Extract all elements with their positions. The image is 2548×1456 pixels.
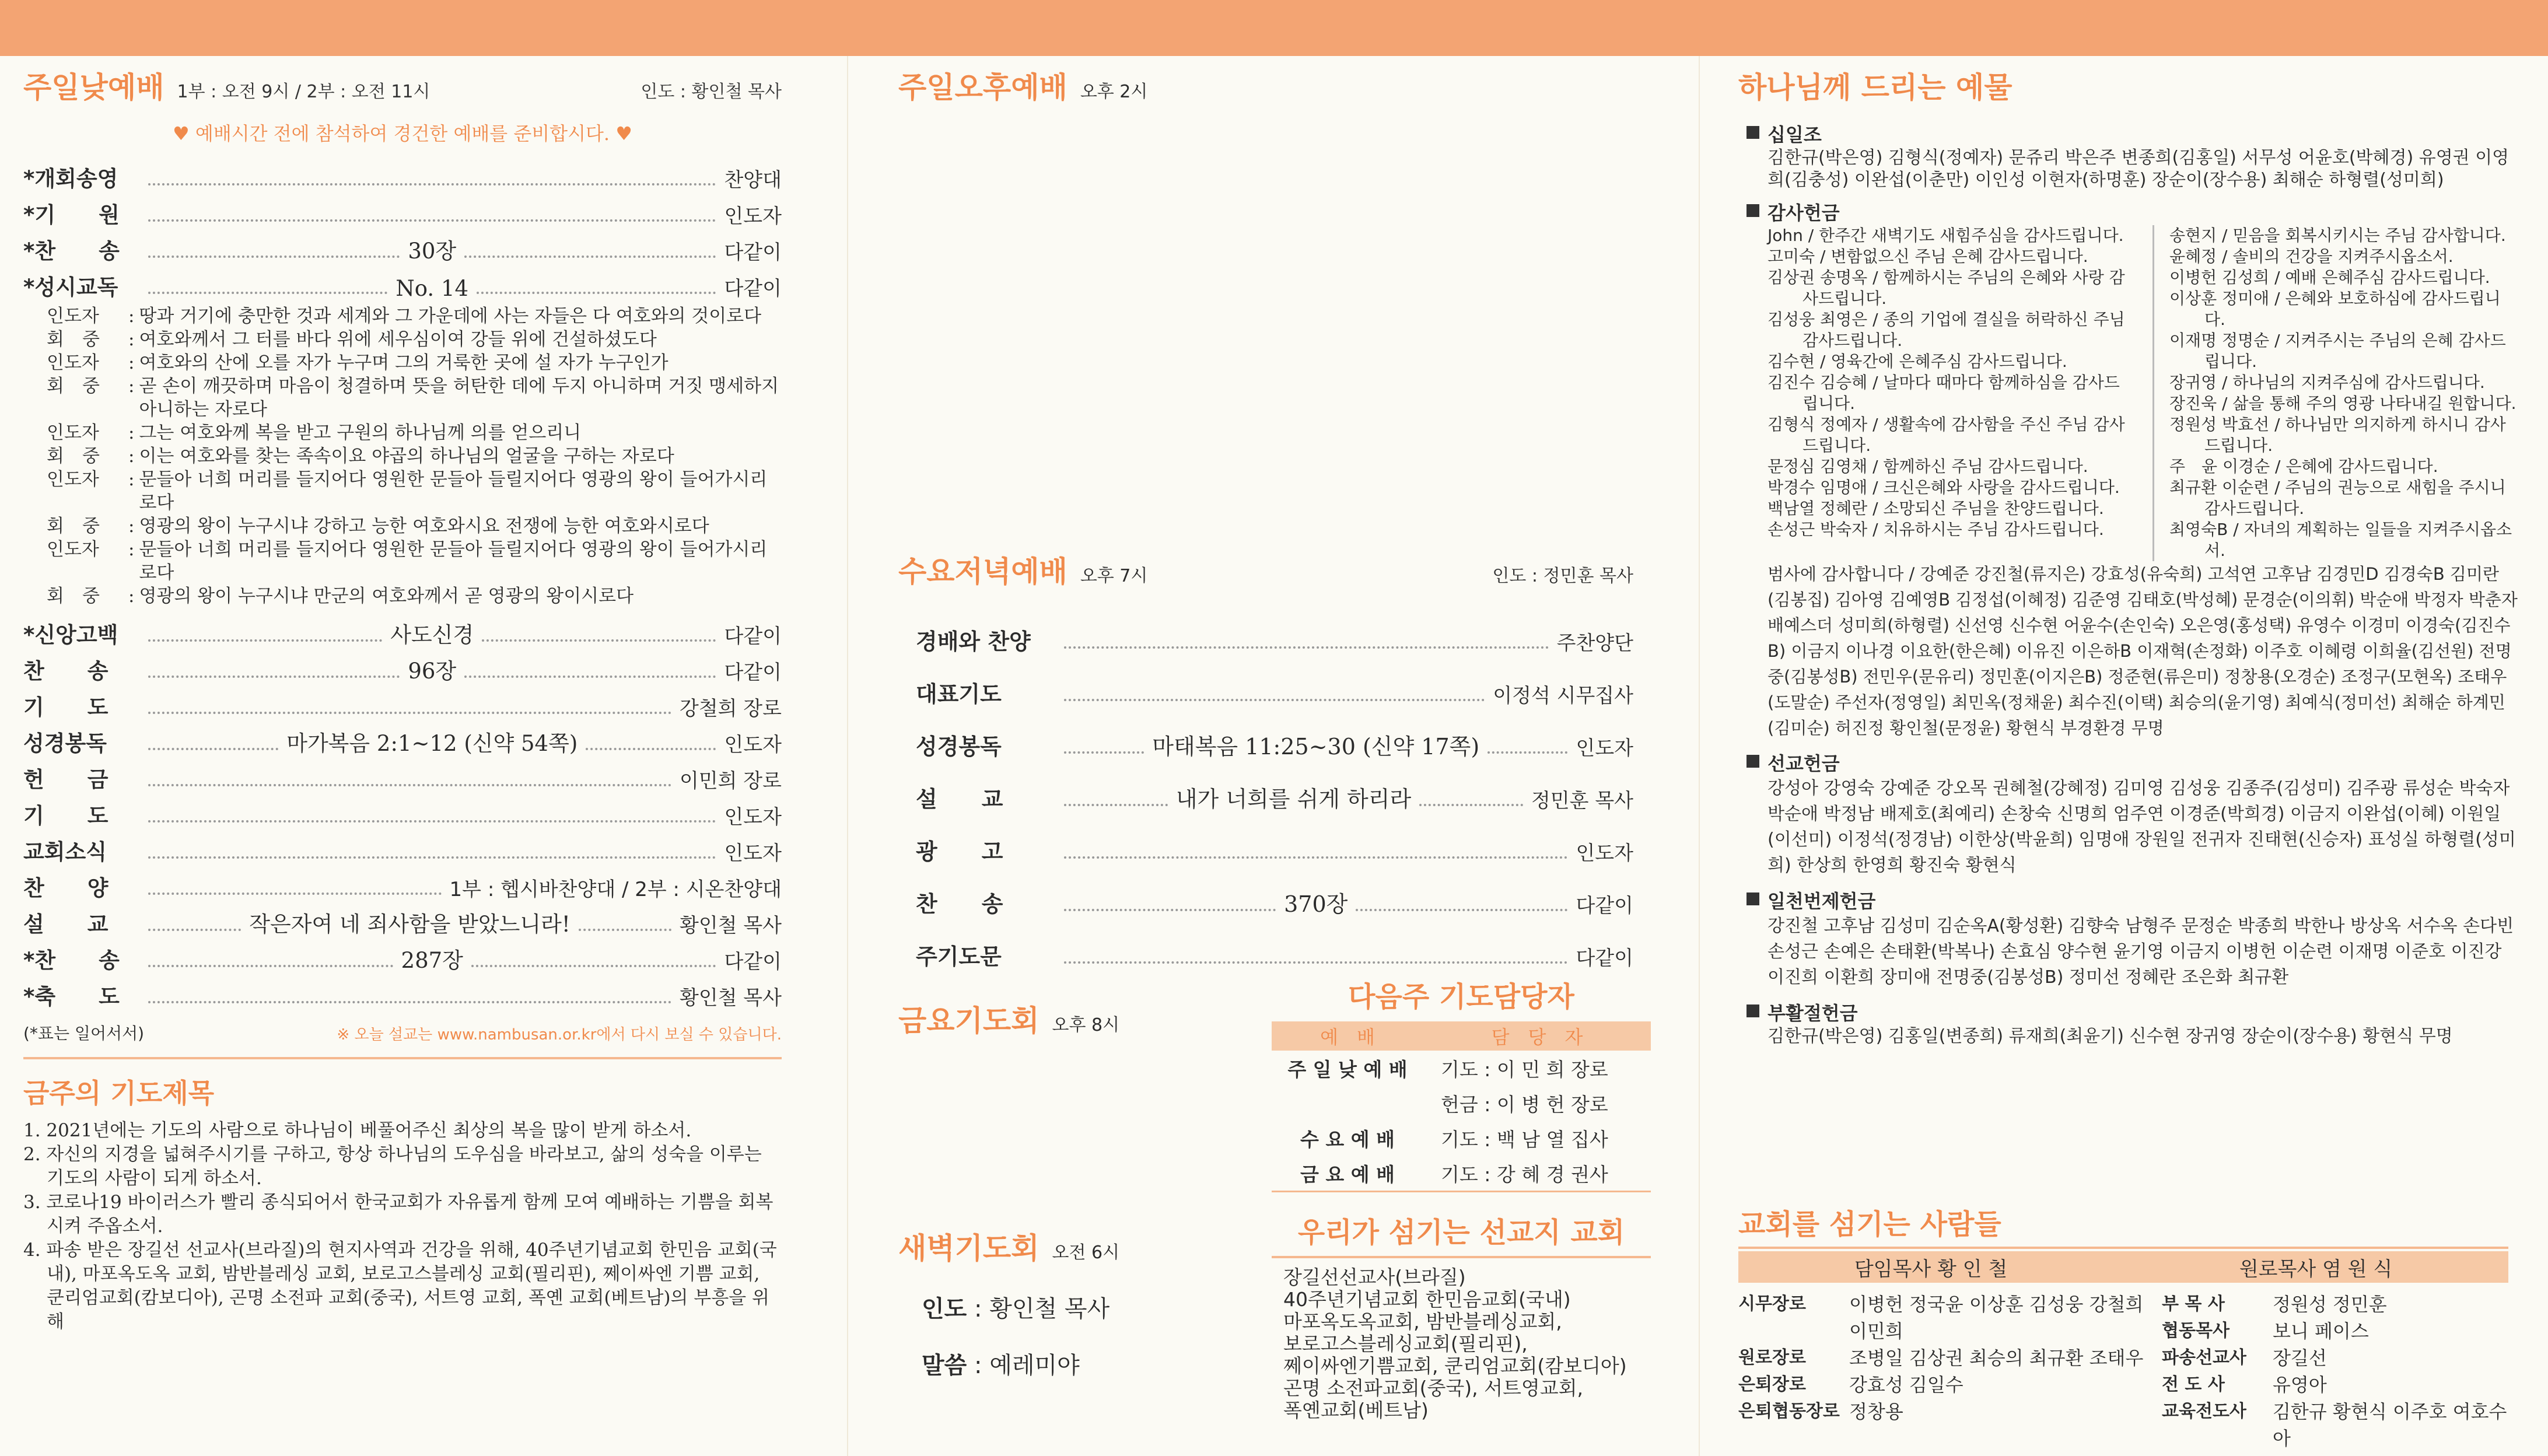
offerings-title: 하나님께 드리는 예물 (1738, 71, 2013, 104)
missions-title: 우리가 섬기는 선교지 교회 (1297, 1216, 1625, 1249)
order-detail: 사도신경 (390, 622, 474, 648)
staff-names: 조병일 김상권 최승의 최규환 조태우 (1849, 1347, 2144, 1369)
order-row (916, 708, 1633, 761)
thanks-entry: 박경수 임명애 / 크신은혜와 사랑을 감사드립니다. (1768, 478, 2120, 497)
thanks-entry: 정원성 박효선 / 하나님만 의지하게 하시니 감사드립니다. (2169, 415, 2506, 455)
section-bullet (1746, 204, 1759, 217)
responsive-speaker: 인도자 (47, 306, 99, 327)
thanks-entry: 송현지 / 믿음을 회복시키시는 주님 감사합니다. (2169, 226, 2506, 245)
staff-row (1738, 1398, 2162, 1425)
order-person: 인도자 (1576, 842, 1633, 865)
next-week-header-service: 예 배 (1320, 1026, 1375, 1048)
leader-dots (148, 965, 393, 967)
website-note: ※ 오늘 설교는 www.nambusan.or.kr에서 다시 보실 수 있습니다. (337, 1026, 782, 1044)
thanks-entry: 주 윤 이경순 / 은혜에 감사드립니다. (2169, 457, 2438, 476)
staff-right-list (2162, 1291, 2508, 1452)
section-bullet (1746, 1005, 1759, 1017)
leader-dots (1064, 909, 1276, 911)
thanks-entry: 백남열 정혜란 / 소망되신 주님을 찬양드립니다. (1768, 499, 2104, 518)
order-label: 성경봉독 (23, 731, 107, 756)
leader-dots (1064, 751, 1144, 754)
order-person: 인도자 (724, 733, 782, 757)
staff-role: 교육전도사 (2162, 1401, 2246, 1422)
prayer-topics-list (23, 1119, 782, 1334)
sunday-service-times: 1부 : 오전 9시 / 2부 : 오전 11시 (177, 82, 430, 102)
mission-church-line: 40주년기념교회 한민음교회(국내) (1283, 1288, 1571, 1311)
order-label: 찬 양 (23, 876, 108, 901)
responsive-line: 인도자 : 여호와의 산에 오를 자가 누구며 그의 거룩한 곳에 설 자가 누구인가 (47, 352, 668, 373)
staff-title: 교회를 섬기는 사람들 (1738, 1208, 2001, 1241)
leader-dots (148, 219, 716, 222)
order-person: 다같이 (1576, 894, 1634, 918)
order-row (23, 757, 782, 793)
responsive-line: 회 중 : 여호와께서 그 터를 바다 위에 세우심이여 강들 위에 건설하셨도다 (47, 329, 657, 350)
staff-role: 원로장로 (1738, 1348, 1806, 1368)
leader-dots (148, 639, 382, 642)
sunday-order-list (23, 156, 782, 301)
mission-church-line: 마포옥도옥교회, 밤반블레싱교회, (1283, 1310, 1562, 1333)
senior-pastor: 담임목사 황 인 철 (1854, 1257, 2008, 1281)
thanks-right-list (2152, 225, 2520, 561)
section-bullet (1746, 126, 1759, 139)
afternoon-service-title: 주일오후예배 (898, 71, 1068, 104)
thanks-entry: 김진수 김승혜 / 날마다 때마다 함께하심을 감사드립니다. (1768, 373, 2120, 413)
leader-dots (586, 748, 716, 750)
order-label: *개회송영 (23, 166, 118, 191)
leader-dots (148, 892, 442, 895)
leader-dots (1488, 751, 1567, 754)
thanks-entry: 문정심 김영채 / 함께하신 주님 감사드립니다. (1768, 457, 2088, 476)
worship-notice: ♥ 예배시간 전에 참석하여 경건한 예배를 준비합시다. ♥ (173, 123, 632, 145)
order-person: 인도자 (724, 205, 782, 228)
mission-church-line: 장길선선교사(브라질) (1283, 1266, 1466, 1289)
standing-footnote: (*표는 일어서서) (23, 1024, 145, 1043)
leader-dots (148, 856, 716, 859)
next-week-rows (1272, 1051, 1651, 1191)
staff-row (2162, 1291, 2508, 1318)
staff-left-list (1738, 1291, 2162, 1452)
top-accent-bar (0, 0, 2548, 56)
staff-role: 부 목 사 (2162, 1294, 2225, 1314)
next-week-person: 기도 : 이 민 희 장로 (1441, 1058, 1608, 1081)
responsive-line: 인도자 : 문들아 너희 머리를 들지어다 영원한 문들아 들릴지어다 영광의 왕이 들어가시리로다 (47, 538, 782, 584)
staff-row (2162, 1345, 2508, 1371)
thanks-entry: 이상훈 정미애 / 은혜와 보호하심에 감사드립니다. (2169, 289, 2501, 329)
order-detail: 마가복음 2:1~12 (신약 54쪽) (286, 731, 578, 756)
staff-names: 장길선 (2273, 1347, 2327, 1369)
order-row (23, 793, 782, 830)
responsive-speaker: 회 중 (47, 586, 100, 607)
thanks-section (1746, 198, 2520, 741)
staff-row (2162, 1371, 2508, 1398)
thanks-entry: 최규환 이순련 / 주님의 권능으로 새힘을 주시니 감사드립니다. (2169, 478, 2506, 518)
order-row (23, 974, 782, 1010)
mission-church-line: 곤명 소전파교회(중국), 서트영교회, (1283, 1377, 1583, 1399)
order-detail: 작은자여 네 죄사함을 받았느니라! (249, 912, 570, 937)
order-label: *신앙고백 (23, 622, 118, 648)
responsive-line: 인도자 : 땅과 거기에 충만한 것과 세계와 그 가운데에 사는 자들은 다 여호와의 것이로다 (47, 306, 762, 327)
staff-role: 파송선교사 (2162, 1348, 2246, 1368)
staff-row (1738, 1345, 2162, 1371)
thanks-entry: 김성웅 최영은 / 종의 기업에 결실을 허락하신 주님 감사드립니다. (1768, 310, 2125, 350)
order-person: 이정석 시무집사 (1493, 684, 1633, 708)
dawn-service: 새벽기도회 오전 6시 인도 : 황인철 목사 말씀 : 예레미야 (898, 1225, 1260, 1380)
next-week-person: 헌금 : 이 병 헌 장로 (1441, 1093, 1608, 1116)
staff-row (2162, 1318, 2508, 1345)
responsive-speaker: 회 중 (47, 376, 100, 397)
mission-church-line: 폭옌교회(베트남) (1283, 1399, 1429, 1422)
leader-dots (1064, 699, 1485, 701)
leader-dots (1356, 909, 1567, 911)
thanks-entry: 윤혜정 / 솔비의 건강을 지켜주시옵소서. (2169, 247, 2454, 266)
leader-dots (148, 676, 400, 678)
order-label: 광 고 (916, 839, 1003, 864)
thanks-entry: 이병헌 김성희 / 예배 은혜주심 감사드립니다. (2169, 268, 2490, 287)
responsive-line: 인도자 : 문들아 너희 머리를 들지어다 영원한 문들아 들릴지어다 영광의 왕이 들어가시리로다 (47, 468, 782, 514)
friday-service-time: 오후 8시 (1052, 1015, 1120, 1035)
responsive-line: 회 중 : 이는 여호와를 찾는 족속이요 야곱의 하나님의 얼굴을 구하는 자로다 (47, 446, 674, 467)
thanks-entry: 김형식 정예자 / 생활속에 감사함을 주신 주님 감사드립니다. (1768, 415, 2125, 455)
order-label: 대표기도 (916, 681, 1002, 707)
order-detail: 370장 (1284, 891, 1348, 917)
wednesday-service-time: 오후 7시 (1080, 566, 1148, 586)
next-week-service: 금 요 예 배 (1300, 1163, 1395, 1186)
order-row (23, 866, 782, 902)
thanks-entry: 손성근 박숙자 / 치유하시는 주님 감사드립니다. (1768, 520, 2104, 539)
order-person: 찬양대 (724, 169, 782, 192)
tithe-section (1746, 120, 2520, 191)
dawn-text-label: 말씀 (922, 1352, 967, 1379)
dawn-service-title: 새벽기도회 (898, 1231, 1040, 1265)
next-week-header-person: 담 당 자 (1491, 1026, 1583, 1048)
tithe-title: 십일조 (1768, 124, 1822, 146)
thanks-title: 감사헌금 (1768, 202, 1840, 224)
first-offering-title: 일천번제헌금 (1768, 890, 1876, 912)
bumsa-names: 범사에 감사합니다 / 강예준 강진철(류지은) 강효성(유숙희) 고석연 고후남 김경민D 김경숙B 김미란(김봉집) 김아영 김예영B 김정섭(이혜정) 김준영 김태호(박성혜) 문경순(이의휘) 박순애 박정자 박춘자 배예스더 성미희(하형렬) 신선영 신수현 어윤수(손인숙) 오은영(홍성택) 유영수 이경미 이경숙(김진수B) 이금지 이나경 이요한(한은혜) 이유진 이은하B 이재혁(손정화) 이주호 이혜령 이희율(김선원) 전명중(김봉성B) 전민우(문유리) 정민훈(이지은B) 정준현(류은미) 정창용(오경순) 조정구(모현옥) 조태우(도말순) 주선자(정영일) 최민옥(정채윤) 최수진(이택) 최승의(윤기영) 최예식(정미선) 최해순 하계민(김미순) 허진정 황인철(문정윤) 황현식 부경환경 무명 (1768, 564, 2518, 738)
order-person: 주찬양단 (1556, 632, 1633, 655)
order-person: 다같이 (724, 661, 782, 684)
staff-row (1738, 1291, 2162, 1345)
order-row (23, 612, 782, 649)
leader-dots (1064, 961, 1567, 964)
responsive-speaker: 인도자 (47, 352, 99, 373)
section-divider (23, 1057, 782, 1059)
staff-names: 정원성 정민훈 (2273, 1293, 2387, 1315)
tithe-names: 김한규(박은영) 김형식(정예자) 문쥬리 박은주 변종희(김홍일) 서무성 어윤호(박혜경) 유영권 이영희(김충성) 이완섭(이춘만) 이인성 이현자(하명훈) 장순이(장수용) 최해순 하형렬(성미희) (1768, 148, 2510, 190)
responsive-text: 그는 여호와께 복을 받고 구원의 하나님께 의를 얻으리니 (139, 422, 582, 443)
order-detail: 마태복음 11:25~30 (신약 17쪽) (1152, 734, 1480, 760)
order-person: 강철희 장로 (679, 697, 782, 720)
wednesday-service (898, 548, 1633, 971)
order-person: 정민훈 목사 (1531, 789, 1634, 813)
responsive-speaker: 회 중 (47, 329, 100, 350)
leader-dots (148, 1001, 671, 1003)
order-person: 다같이 (1576, 947, 1633, 970)
emeritus-pastor: 원로목사 염 원 식 (2239, 1257, 2393, 1281)
order-label: 찬 송 (916, 891, 1003, 917)
order-row (23, 721, 782, 757)
order-row (916, 813, 1633, 866)
order-label: 찬 송 (23, 659, 108, 684)
next-week-prayer (1272, 974, 1651, 1422)
wednesday-service-leader: 인도 : 정민훈 목사 (1492, 566, 1633, 586)
staff-names: 김한규 황현식 이주호 여호수아 (2273, 1401, 2507, 1450)
order-person: 다같이 (724, 277, 782, 300)
next-week-row (1272, 1156, 1651, 1191)
staff-role: 전 도 사 (2162, 1374, 2225, 1395)
order-label: 교회소식 (23, 839, 107, 864)
staff-role: 은퇴장로 (1738, 1374, 1806, 1395)
responsive-text: 곧 손이 깨끗하며 마음이 청결하며 뜻을 허탄한 데에 두지 아니하며 거짓 맹세하지 아니하는 자로다 (139, 376, 779, 420)
thanks-entry: John / 한주간 새벽기도 새힘주심을 감사드립니다. (1768, 226, 2124, 245)
order-label: *축 도 (23, 984, 120, 1009)
next-week-row (1272, 1121, 1651, 1156)
order-row (23, 192, 782, 229)
order-label: *찬 송 (23, 948, 120, 973)
mission-offering-names: 강성아 강영숙 강예준 강오목 권혜철(강혜정) 김미영 김성웅 김종주(김성미) 김주광 류성순 박숙자 박순애 박정남 배제호(최예리) 손창숙 신명희 엄주연 이경준(박희경) 이금지 이완섭(이혜) 이원일(이선미) 이정석(정경남) 이한상(박윤희) 임명애 장원일 전귀자 진태현(신승자) 표성실 하형렬(성미희) 한상희 한영희 황진숙 황현식 (1768, 778, 2516, 876)
staff-role: 시무장로 (1738, 1294, 1806, 1314)
easter-offering-section (1746, 999, 2520, 1048)
staff-names: 보니 페이스 (2273, 1320, 2369, 1342)
leader-dots (579, 929, 671, 931)
sunday-order-list-2 (23, 612, 782, 1010)
leader-dots (148, 748, 278, 750)
order-detail: 내가 너희를 쉬게 하리라 (1175, 786, 1412, 812)
thanks-entry: 최영숙B / 자녀의 계획하는 일들을 지켜주시옵소서. (2169, 520, 2512, 560)
order-person: 인도자 (1576, 737, 1634, 760)
next-week-header (1272, 1021, 1651, 1051)
thanks-entry: 김상권 송명옥 / 함께하시는 주님의 은혜와 사랑 감사드립니다. (1768, 268, 2125, 308)
order-person: 이민희 장로 (679, 769, 782, 793)
wednesday-order-list (916, 603, 1633, 971)
leader-dots (148, 292, 387, 294)
order-label: *성시교독 (23, 275, 118, 300)
order-row (23, 938, 782, 974)
next-week-row (1272, 1051, 1651, 1086)
leader-dots (148, 256, 400, 258)
sunday-service-leader: 인도 : 황인철 목사 (640, 82, 782, 102)
responsive-line: 회 중 : 영광의 왕이 누구시냐 강하고 능한 여호와시요 전쟁에 능한 여호와시로다 (47, 516, 709, 537)
mission-church-line: 보로고스블레싱교회(필리핀), (1283, 1332, 1528, 1355)
order-detail: 30장 (408, 239, 457, 264)
first-offering-section (1746, 887, 2520, 991)
order-person: 인도자 (724, 806, 782, 829)
leader-dots (1064, 646, 1549, 649)
sunday-service-title: 주일낮예배 (23, 71, 164, 104)
order-label: 경배와 찬양 (916, 629, 1031, 654)
dawn-leader-label: 인도 (922, 1296, 967, 1322)
missions-list (1283, 1266, 1651, 1422)
thanks-entry: 장귀영 / 하나님의 지켜주심에 감사드립니다. (2169, 373, 2485, 392)
wednesday-service-title: 수요저녁예배 (898, 555, 1068, 589)
mission-offering-section (1746, 749, 2520, 878)
leader-dots (1419, 804, 1523, 806)
order-person: 황인철 목사 (679, 986, 782, 1010)
leader-dots (477, 292, 716, 294)
order-label: *기 원 (23, 202, 120, 228)
next-week-service: 수 요 예 배 (1300, 1128, 1395, 1151)
order-detail: 287장 (401, 948, 463, 973)
dawn-text: 예레미야 (989, 1352, 1080, 1379)
responsive-speaker: 회 중 (47, 446, 100, 467)
responsive-speaker: 인도자 (47, 539, 99, 560)
order-detail: 96장 (408, 659, 457, 684)
leader-dots (1064, 856, 1567, 859)
sunday-service-panel (23, 64, 782, 1334)
order-person: 다같이 (724, 625, 782, 648)
staff-names: 정창용 (1849, 1401, 1903, 1423)
order-label: *찬 송 (23, 239, 120, 264)
leader-dots (464, 676, 716, 678)
leader-dots (148, 929, 241, 931)
prayer-topic-item: 4. 파송 받은 장길선 선교사(브라질)의 현지사역과 건강을 위해, 40주년기념교회 한민음 교회(국내), 마포옥도옥 교회, 밤반블레싱 교회, 보로고스블레싱 교회(필리핀), 쩨이싸엔 기쁨 교회, 쿤리엄교회(캄보디아), 곤명 소전파 교회(중국), 서트영 교회, 폭옌 교회(베트남)의 부흥을 위해 (23, 1240, 777, 1332)
thanks-entry: 이재명 정명순 / 지켜주시는 주님의 은혜 감사드립니다. (2169, 331, 2506, 371)
order-label: 기 도 (23, 695, 108, 720)
leader-dots (148, 183, 716, 186)
section-bullet (1746, 755, 1759, 768)
leader-dots (148, 712, 671, 714)
dawn-leader: 황인철 목사 (989, 1296, 1110, 1322)
responsive-speaker: 회 중 (47, 516, 100, 537)
responsive-text: 여호와께서 그 터를 바다 위에 세우심이여 강들 위에 건설하셨도다 (139, 329, 657, 350)
thanks-entry: 장진욱 / 삶을 통해 주의 영광 나타내길 원합니다. (2169, 394, 2516, 413)
responsive-line: 인도자 : 그는 여호와께 복을 받고 구원의 하나님께 의를 얻으리니 (47, 422, 582, 443)
friday-service-title: 금요기도회 (898, 1004, 1040, 1038)
staff-row (1738, 1371, 2162, 1398)
prayer-topic-item: 3. 코로나19 바이러스가 빨리 종식되어서 한국교회가 자유롭게 함께 모여 예배하는 기쁨을 회복시켜 주옵소서. (23, 1192, 774, 1237)
responsive-text: 문들아 너희 머리를 들지어다 영원한 문들아 들릴지어다 영광의 왕이 들어가시리로다 (139, 539, 768, 583)
next-week-service: 주 일 낮 예 배 (1287, 1058, 1408, 1081)
mission-church-line: 쩨이싸엔기쁨교회, 쿤리엄교회(캄보디아) (1283, 1354, 1627, 1377)
order-person: 다같이 (724, 950, 782, 974)
fold-line-2 (1699, 56, 1700, 1456)
order-row (23, 156, 782, 192)
order-row (916, 918, 1633, 971)
leader-dots (482, 639, 716, 642)
staff-names: 강효성 김일수 (1849, 1374, 1964, 1396)
order-row (23, 830, 782, 866)
responsive-text: 영광의 왕이 누구시냐 만군의 여호와께서 곧 영광의 왕이시로다 (139, 586, 634, 607)
responsive-text: 영광의 왕이 누구시냐 강하고 능한 여호와시요 전쟁에 능한 여호와시로다 (139, 516, 709, 537)
order-row (916, 603, 1633, 656)
easter-offering-names: 김한규(박은영) 김홍일(변종희) 류재희(최윤기) 신수현 장귀영 장순이(장수용) 황현식 무명 (1768, 1026, 2453, 1046)
section-bullet (1746, 892, 1759, 905)
responsive-text: 이는 여호와를 찾는 족속이요 야곱의 하나님의 얼굴을 구하는 자로다 (139, 446, 674, 467)
middle-panel (898, 64, 1657, 1422)
order-row (916, 866, 1633, 918)
thanks-entry: 김수현 / 영육간에 은혜주심 감사드립니다. (1768, 352, 2067, 371)
responsive-reading (47, 304, 782, 608)
staff-names: 이병헌 정국윤 이상훈 김성웅 강철희 이민희 (1849, 1293, 2144, 1342)
order-row (23, 685, 782, 721)
mission-offering-title: 선교헌금 (1768, 752, 1840, 775)
order-person: 1부 : 헵시바찬양대 / 2부 : 시온찬양대 (449, 878, 782, 901)
leader-dots (464, 256, 716, 258)
order-row (23, 649, 782, 685)
first-offering-names: 강진철 고후남 김성미 김순옥A(황성환) 김향숙 남형주 문정순 박종희 박한나 방상옥 서수옥 손다빈 손성근 손예은 손태환(박복나) 손효심 양수현 윤기영 이금지 이병헌 이순련 이재명 이준호 이진강 이진희 이환희 장미애 전명중(김봉성B) 정미선 정혜란 조은화 최규환 (1768, 916, 2514, 988)
order-label: 주기도문 (916, 944, 1002, 970)
responsive-speaker: 인도자 (47, 469, 99, 490)
order-label: 성경봉독 (916, 734, 1002, 760)
responsive-text: 문들아 너희 머리를 들지어다 영원한 문들아 들릴지어다 영광의 왕이 들어가시리로다 (139, 469, 768, 513)
order-person: 다같이 (724, 241, 782, 264)
order-detail: No. 14 (396, 276, 469, 301)
staff-row (2162, 1398, 2508, 1452)
staff-names: 유영아 (2273, 1374, 2327, 1396)
next-week-person: 기도 : 강 혜 경 권사 (1441, 1163, 1608, 1186)
order-label: 기 도 (23, 803, 108, 828)
order-row (916, 656, 1633, 708)
order-row (23, 229, 782, 265)
order-row (916, 761, 1633, 813)
staff-role: 협동목사 (2162, 1321, 2230, 1341)
responsive-line: 회 중 : 곧 손이 깨끗하며 마음이 청결하며 뜻을 허탄한 데에 두지 아니하며 거짓 맹세하지 아니하는 자로다 (47, 374, 782, 421)
leader-dots (471, 965, 716, 967)
next-week-title: 다음주 기도담당자 (1348, 981, 1574, 1013)
order-label: 헌 금 (23, 767, 108, 792)
leader-dots (148, 820, 716, 822)
next-week-row (1272, 1086, 1651, 1121)
responsive-line: 회 중 : 영광의 왕이 누구시냐 만군의 여호와께서 곧 영광의 왕이시로다 (47, 586, 634, 607)
friday-service (898, 998, 1119, 1040)
order-label: 설 교 (23, 912, 108, 937)
leader-dots (148, 784, 671, 786)
afternoon-service-time: 오후 2시 (1080, 82, 1148, 102)
prayer-topic-item: 2. 자신의 지경을 넓혀주시기를 구하고, 항상 하나님의 도우심을 바라보고, 삶의 성숙을 이루는 기도의 사람이 되게 하소서. (23, 1144, 762, 1189)
prayer-topics-title: 금주의 기도제목 (23, 1077, 215, 1109)
order-row (23, 902, 782, 938)
staff-section (1738, 1202, 2508, 1452)
dawn-service-time: 오전 6시 (1052, 1242, 1120, 1263)
order-label: 설 교 (916, 786, 1003, 812)
responsive-speaker: 인도자 (47, 422, 99, 443)
order-person: 황인철 목사 (679, 914, 782, 937)
order-row (23, 265, 782, 301)
responsive-text: 땅과 거기에 충만한 것과 세계와 그 가운데에 사는 자들은 다 여호와의 것이로다 (139, 306, 762, 327)
fold-line-1 (847, 56, 848, 1456)
thanks-entry: 고미숙 / 변함없으신 주님 은혜 감사드립니다. (1768, 247, 2088, 266)
next-week-person: 기도 : 백 남 열 집사 (1441, 1128, 1608, 1151)
prayer-topic-item: 1. 2021년에는 기도의 사람으로 하나님이 베풀어주신 최상의 복을 많이 받게 하소서. (23, 1120, 692, 1141)
staff-role: 은퇴협동장로 (1738, 1401, 1840, 1422)
responsive-text: 여호와의 산에 오를 자가 누구며 그의 거룩한 곳에 설 자가 누구인가 (139, 352, 668, 373)
leader-dots (1064, 804, 1168, 806)
order-person: 인도자 (724, 842, 782, 865)
thanks-left-list (1768, 225, 2135, 561)
offerings-panel (1738, 64, 2520, 1450)
easter-offering-title: 부활절헌금 (1768, 1002, 1858, 1024)
